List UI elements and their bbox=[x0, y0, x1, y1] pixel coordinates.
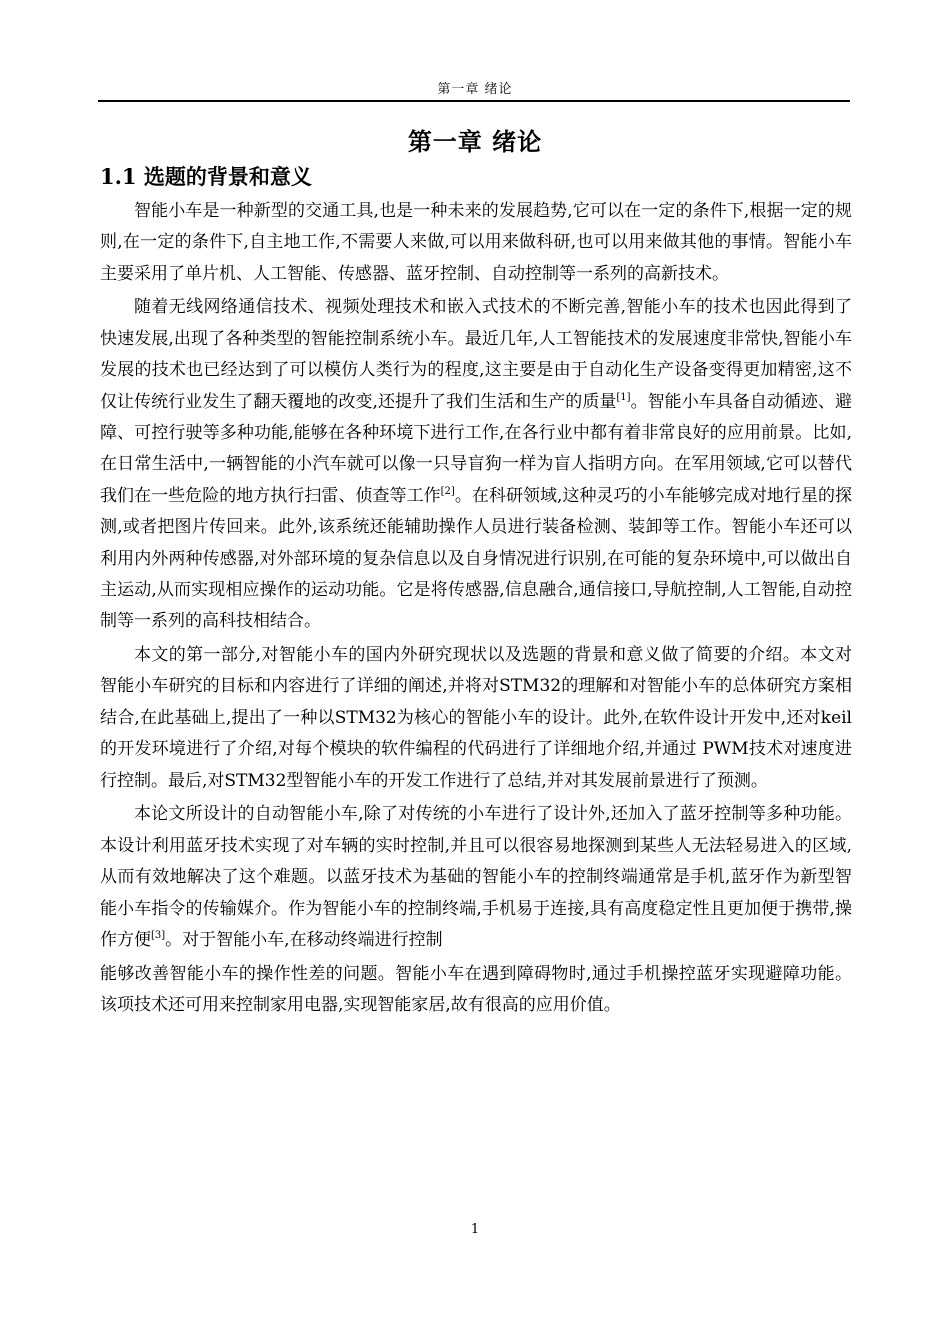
paragraph-2-part-a: 随着无线网络通信技术、视频处理技术和嵌入式技术的不断完善,智能小车的技术也因此得到了快速发展,出现了各种类型的智能控制系统小车。最近几年,人工智能技术的发展速度非常快,智能小车发展的技术也已经达到了可以模仿人类行为的程度,这主要是由于自动化生产设备变得更加精密,这不仅让传统行业发生了翻天覆地的改变,还提升了我们生活和生产的质量 bbox=[100, 297, 852, 412]
citation-2: [2] bbox=[440, 485, 455, 497]
body-text bbox=[100, 196, 852, 1024]
paragraph-4-part-a: 本论文所设计的自动智能小车,除了对传统的小车进行了设计外,还加入了蓝牙控制等多种功能。本设计利用蓝牙技术实现了对车辆的实时控制,并且可以很容易地探测到某些人无法轻易进入的区域,从而有效地解决了这个难题。以蓝牙技术为基础的智能小车的控制终端通常是手机,蓝牙作为新型智能小车指令的传输媒介。作为智能小车的控制终端,手机易于连接,具有高度稳定性且更加便于携带,操作方便 bbox=[100, 804, 852, 950]
paragraph-1: 智能小车是一种新型的交通工具,也是一种未来的发展趋势,它可以在一定的条件下,根据一定的规则,在一定的条件下,自主地工作,不需要人来做,可以用来做科研,也可以用来做其他的事情。智能小车主要采用了单片机、人工智能、传感器、蓝牙控制、自动控制等一系列的高新技术。 bbox=[100, 201, 852, 284]
paragraph-3: 本文的第一部分,对智能小车的国内外研究现状以及选题的背景和意义做了简要的介绍。本文对智能小车研究的目标和内容进行了详细的阐述,并将对STM32的理解和对智能小车的总体研究方案相结合,在此基础上,提出了一种以STM32为核心的智能小车的设计。此外,在软件设计开发中,还对keil的开发环境进行了介绍,对每个模块的软件编程的代码进行了详细地介绍,并通过 PWM技术对速度进行控制。最后,对STM32型智能小车的开发工作进行了总结,并对其发展前景进行了预测。 bbox=[100, 645, 852, 791]
page-number: 1 bbox=[470, 1222, 480, 1237]
chapter-title: 第一章 绪论 bbox=[407, 127, 543, 156]
header-rule bbox=[98, 100, 850, 102]
citation-1: [1] bbox=[616, 391, 631, 403]
paragraph-5: 能够改善智能小车的操作性差的问题。智能小车在遇到障碍物时,通过手机操控蓝牙实现避障功能。该项技术还可用来控制家用电器,实现智能家居,故有很高的应用价值。 bbox=[100, 963, 852, 1015]
section-heading: 1.1 选题的背景和意义 bbox=[100, 164, 312, 189]
paragraph-2-part-c: 。在科研领域,这种灵巧的小车能够完成对地行星的探测,或者把图片传回来。此外,该系统还能辅助操作人员进行装备检测、装卸等工作。智能小车还可以利用内外两种传感器,对外部环境的复杂信息以及自身情况进行识别,在可能的复杂环境中,可以做出自主运动,从而实现相应操作的运动功能。它是将传感器,信息融合,通信接口,导航控制,人工智能,自动控制等一系列的高科技相结合。 bbox=[100, 485, 853, 632]
citation-3: [3] bbox=[151, 929, 166, 941]
paragraph-2-part-b: 。智能小车具备自动循迹、避障、可控行驶等多种功能,能够在各种环境下进行工作,在各行业中都有着非常良好的应用前景。比如,在日常生活中,一辆智能的小汽车就可以像一只导盲狗一样为盲人指明方向。在军用领域,它可以替代我们在一些危险的地方执行扫雷、侦查等工作 bbox=[100, 391, 852, 506]
paragraph-4-part-b: 。对于智能小车,在移动终端进行控制 bbox=[165, 929, 443, 950]
running-header: 第一章 绪论 bbox=[437, 82, 513, 97]
paragraph-2 bbox=[100, 292, 852, 637]
paragraph-4 bbox=[100, 799, 852, 956]
